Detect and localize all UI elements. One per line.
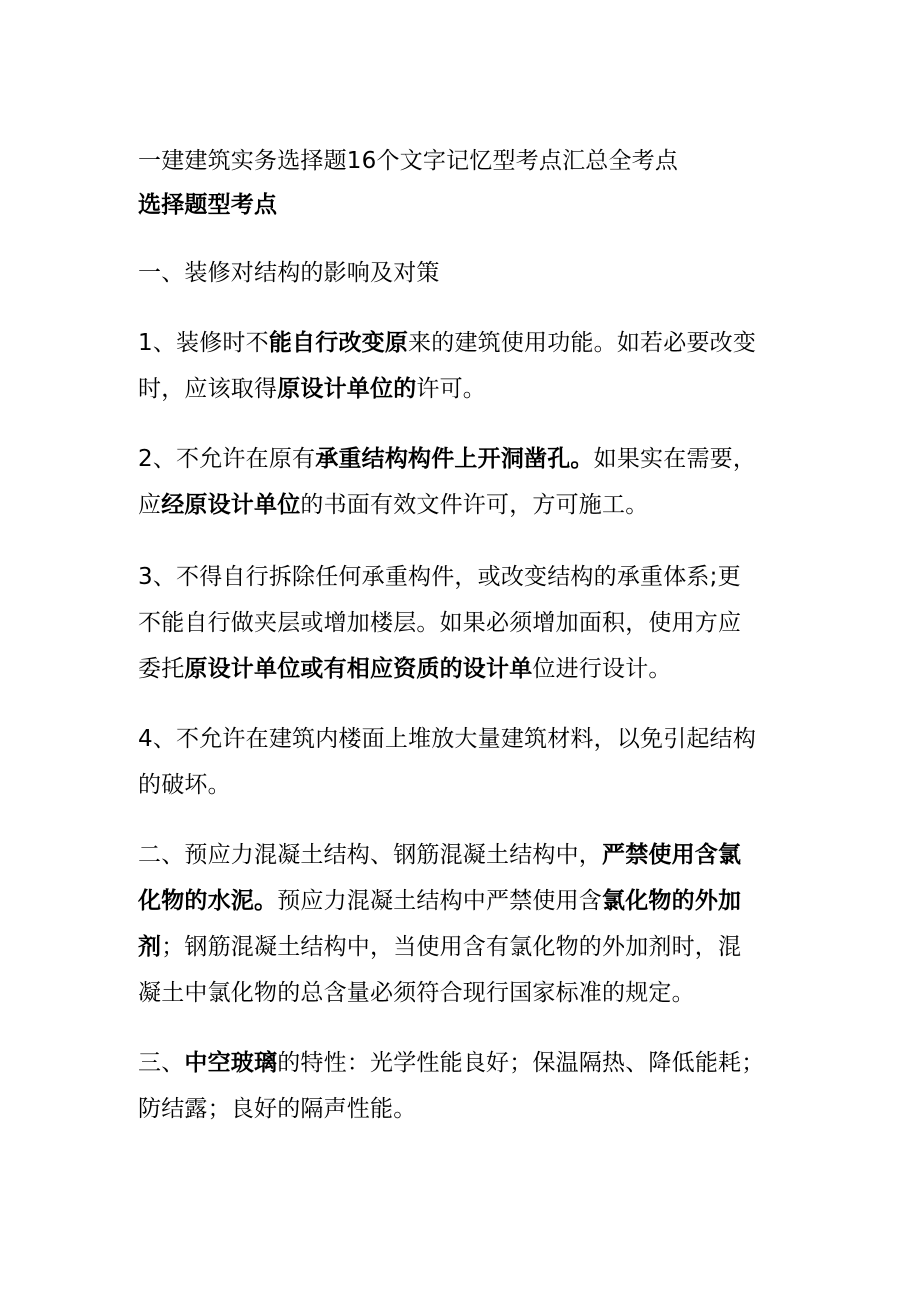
section1-heading [138,256,440,290]
item1-text: 来的建筑使用功能。如若必要改变 [408,330,757,356]
item3-text: 3、不得自行拆除任何承重构件，或改变结构的承重体系;更 [138,564,741,590]
section2-text: 凝土中氯化物的总含量必须符合现行国家标准的规定。 [138,980,695,1006]
item1-bold-text: 原设计单位的 [277,376,417,402]
section2-line2 [138,884,741,918]
item3-bold-text: 原设计单位或有相应资质的设计单 [184,656,533,682]
section2-line4 [138,976,695,1010]
section2-text: ；钢筋混凝土结构中，当使用含有氯化物的外加剂时，混 [161,934,742,960]
item4-text: 的破坏。 [138,772,231,798]
subtitle-text: 选择题型考点 [138,192,278,218]
title-text: 一建建筑实务选择题16个文字记忆型考点汇总全考点 [138,148,679,174]
document-title [138,144,678,178]
item4-text: 4、不允许在建筑内楼面上堆放大量建筑材料，以免引起结构 [138,726,757,752]
section2-bold-text: 氯化物的外加 [602,888,742,914]
section3-line2 [138,1092,416,1126]
item2-line2 [138,488,648,522]
item3-line3 [138,652,672,686]
item1-line1 [138,326,756,360]
item3-text: 位进行设计。 [532,656,672,682]
section3-bold-text: 中空玻璃 [184,1050,278,1076]
section3-text: 三、 [138,1050,185,1076]
item2-text: 的书面有效文件许可，方可施工。 [300,492,649,518]
item2-line1 [138,442,756,476]
item4-line2 [138,768,231,802]
section3-text: 防结露；良好的隔声性能。 [138,1096,417,1122]
item2-bold-text: 经原设计单位 [161,492,301,518]
item3-text: 委托 [138,656,185,682]
section2-bold-text: 化物的水泥。 [138,888,278,914]
item1-text: 时，应该取得 [138,376,278,402]
section2-text: 预应力混凝土结构中严禁使用含 [277,888,603,914]
item2-text: 如果实在需要， [593,446,757,472]
section2-bold-text: 严禁使用含氯 [602,842,742,868]
section2-bold-text: 剂 [138,934,162,960]
item2-text: 应 [138,492,162,518]
section3-line1 [138,1046,764,1080]
item2-bold-text: 承重结构构件上开洞凿孔。 [315,446,594,472]
item1-line2 [138,372,486,406]
item2-text: 2、不允许在原有 [138,446,316,472]
section2-text: 二、预应力混凝土结构、钢筋混凝土结构中， [138,842,602,868]
item3-line2 [138,606,741,640]
document-subtitle [138,188,277,222]
item4-line1 [138,722,756,756]
item3-text: 不能自行做夹层或增加楼层。如果必须增加面积，使用方应 [138,610,742,636]
item1-text: 1、装修时不 [138,330,269,356]
item1-bold-text: 能自行改变原 [268,330,409,356]
section2-line1 [138,838,741,872]
item3-line1 [138,560,741,594]
section2-line3 [138,930,741,964]
item1-text: 许可。 [416,376,487,402]
section3-text: 的特性：光学性能良好；保温隔热、降低能耗； [277,1050,765,1076]
section1-heading-text: 一、装修对结构的影响及对策 [138,260,440,286]
